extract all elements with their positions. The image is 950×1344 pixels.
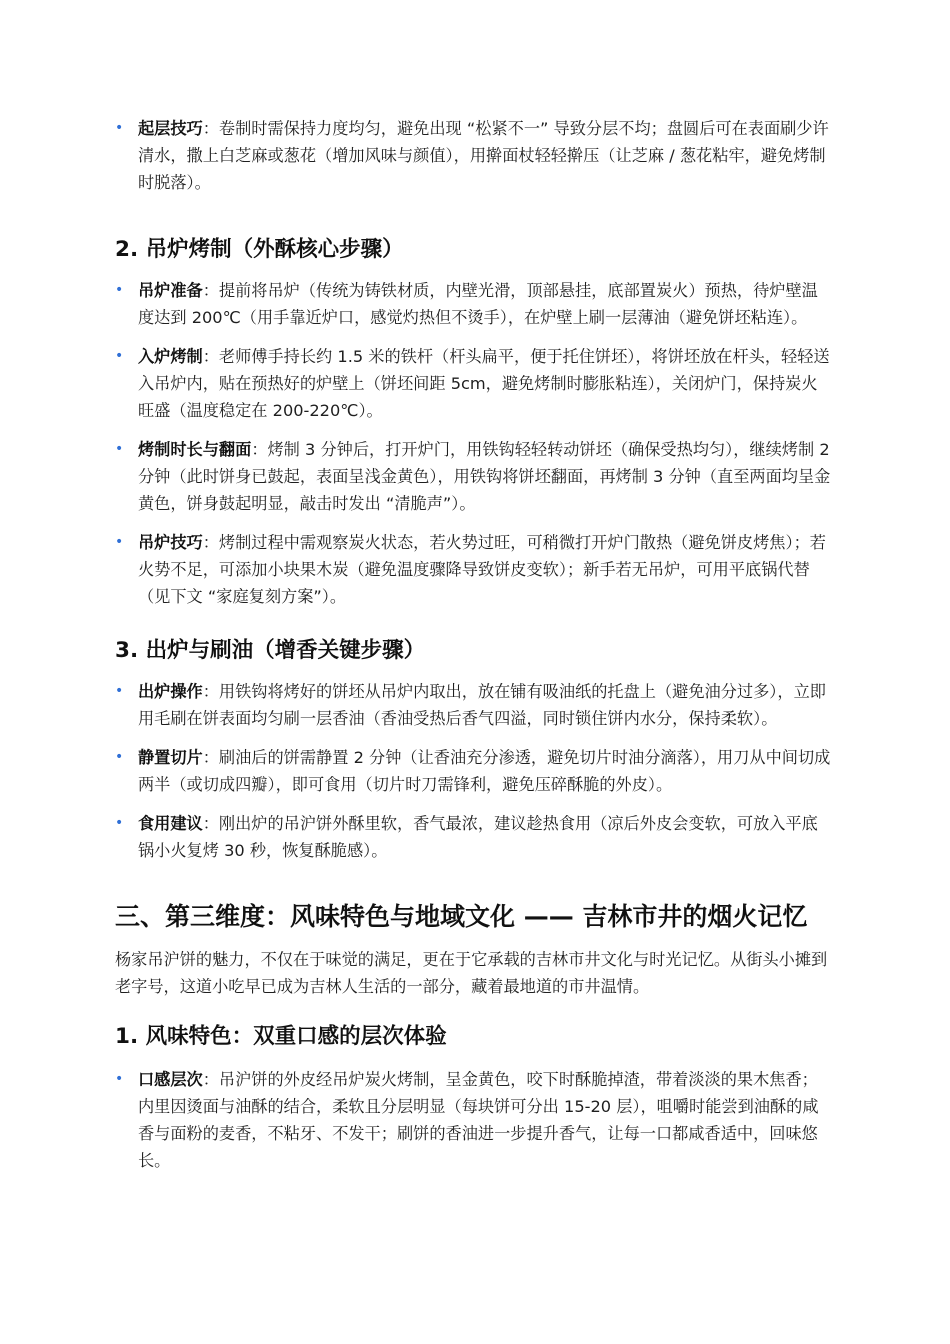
item-text: ：老师傅手持长约 1.5 米的铁杆（杆头扁平，便于托住饼坯），将饼坯放在杆头，轻轻送入吊炉内，贴在预热好的炉壁上（饼坯间距 5cm，避免烤制时膨胀粘连），关闭炉门，保持炭火旺盛（温度稳定在 200-220℃）。 [138, 347, 830, 420]
flavor-list [0, 1066, 950, 1174]
item-text: ：刚出炉的吊沪饼外酥里软，香气最浓，建议趁热食用（凉后外皮会变软，可放入平底锅小火复烤 30 秒，恢复酥脆感）。 [138, 814, 818, 860]
list-item-texture [138, 1066, 832, 1174]
list-item-oven-prep [138, 277, 832, 331]
item-text: ：烤制过程中需观察炭火状态，若火势过旺，可稍微打开炉门散热（避免饼皮烤焦）；若火势不足，可添加小块果木炭（避免温度骤降导致饼皮变软）；新手若无吊炉，可用平底锅代替（见下文 “家庭复刻方案”）。 [138, 533, 826, 606]
list-item-layering-tip [138, 115, 832, 196]
item-label: 烤制时长与翻面 [138, 440, 252, 459]
step3-list [0, 678, 950, 864]
list-item-baking [138, 343, 832, 424]
item-label: 吊炉准备 [138, 281, 203, 300]
list-item-duration-flip [138, 436, 832, 517]
section3-heading: 三、第三维度：风味特色与地域文化 —— 吉林市井的烟火记忆 [115, 902, 808, 931]
list-item-rest-slice [138, 744, 832, 798]
list-item-take-out [138, 678, 832, 732]
flavor-heading: 1. 风味特色：双重口感的层次体验 [115, 1024, 447, 1049]
item-text: ：提前将吊炉（传统为铸铁材质，内壁光滑，顶部悬挂，底部置炭火）预热，待炉壁温度达到 200℃（用手靠近炉口，感觉灼热但不烫手），在炉壁上刷一层薄油（避免饼坯粘连）。 [138, 281, 818, 327]
item-label: 静置切片 [138, 748, 203, 767]
item-label: 口感层次 [138, 1070, 203, 1089]
item-text: ：刷油后的饼需静置 2 分钟（让香油充分渗透，避免切片时油分滴落），用刀从中间切成两半（或切成四瓣），即可食用（切片时刀需锋利，避免压碎酥脆的外皮）。 [138, 748, 831, 794]
item-label: 食用建议 [138, 814, 203, 833]
item-text: ：吊沪饼的外皮经吊炉炭火烤制，呈金黄色，咬下时酥脆掉渣，带着淡淡的果木焦香；内里因烫面与油酥的结合，柔软且分层明显（每块饼可分出 15-20 层），咀嚼时能尝到油酥的咸香与面粉的麦香，不粘牙、不发干；刷饼的香油进一步提升香气，让每一口都咸香适中，回味悠长。 [138, 1070, 819, 1170]
item-label: 入炉烤制 [138, 347, 203, 366]
step3-heading: 3. 出炉与刷油（增香关键步骤） [115, 638, 426, 663]
item-label: 吊炉技巧 [138, 533, 203, 552]
section3-intro: 杨家吊沪饼的魅力，不仅在于味觉的满足，更在于它承载的吉林市井文化与时光记忆。从街头小摊到老字号，这道小吃早已成为吉林人生活的一部分，藏着最地道的市井温情。 [115, 950, 828, 996]
step2-list [0, 277, 950, 610]
step2-heading: 2. 吊炉烤制（外酥核心步骤） [115, 237, 404, 262]
list-item-oven-tip [138, 529, 832, 610]
list-item-eating-tip [138, 810, 832, 864]
item-text: ：用铁钩将烤好的饼坯从吊炉内取出，放在铺有吸油纸的托盘上（避免油分过多），立即用毛刷在饼表面均匀刷一层香油（香油受热后香气四溢，同时锁住饼内水分，保持柔软）。 [138, 682, 826, 728]
item-label: 起层技巧 [138, 119, 203, 138]
item-text: ：烤制 3 分钟后，打开炉门，用铁钩轻轻转动饼坯（确保受热均匀），继续烤制 2 分钟（此时饼身已鼓起，表面呈浅金黄色），用铁钩将饼坯翻面，再烤制 3 分钟（直至两面均呈金黄色，饼身鼓起明显，敲击时发出 “清脆声”）。 [138, 440, 831, 513]
item-text: ：卷制时需保持力度均匀，避免出现 “松紧不一” 导致分层不均；盘圆后可在表面刷少许清水，撒上白芝麻或葱花（增加风味与颜值），用擀面杖轻轻擀压（让芝麻 / 葱花粘牢，避免烤制时脱落）。 [138, 119, 829, 192]
section1-tail-list [0, 115, 950, 196]
item-label: 出炉操作 [138, 682, 203, 701]
